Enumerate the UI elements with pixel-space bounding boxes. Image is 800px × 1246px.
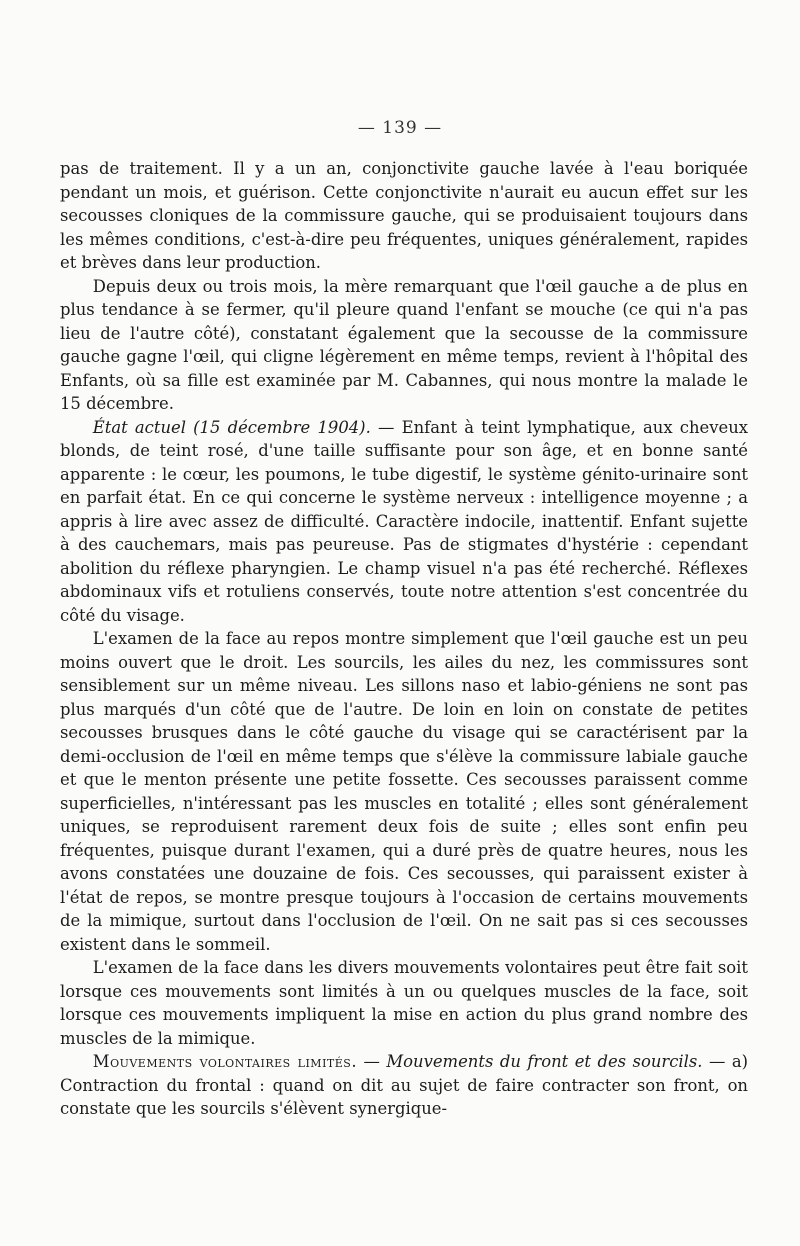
subsection-heading: Mouvements du front et des sourcils. xyxy=(386,1052,703,1071)
paragraph xyxy=(60,275,748,416)
paragraph: Mouvements volontaires limités. — Mouvements du front et des sourcils. — a) Contraction du frontal : quand on dit au sujet de faire contracter son front, on constate que les sourcils s'élèvent synergique- xyxy=(60,1052,749,1118)
section-heading: Mouvements volontaires limités. xyxy=(92,1052,358,1071)
paragraph xyxy=(60,157,748,275)
paragraph xyxy=(60,416,748,628)
paragraph-text: Depuis deux ou trois mois, la mère remarquant que l'œil gauche a de plus en plus tendance à se fermer, qu'il pleure quand l'enfant se mouche (ce qui n'a pas lieu de l'autre côté), constatant également que la secousse de la commissure gauche gagne l'œil, qui cligne légèrement en même temps, revient à l'hôpital des Enfants, où sa fille est examinée par M. Cabannes, qui nous montre la malade le 15 décembre. xyxy=(60,276,748,413)
paragraph xyxy=(60,956,748,1050)
paragraph-text: — Enfant à teint lymphatique, aux cheveux blonds, de teint rosé, d'une taille suffisante pour son âge, et en bonne santé apparente : le cœur, les poumons, le tube digestif, le système génito-urinaire sont en parfait état. En ce qui concerne le système nerveux : intelligence moyenne ; a appris à lire avec assez de difficulté. Caractère indocile, inattentif. Enfant sujette à des cauchemars, mais pas peureuse. Pas de stigmates d'hystérie : cependant abolition du réflexe pharyngien. Le champ visuel n'a pas été recherché. Réflexes abdominaux vifs et rotuliens conservés, toute notre attention s'est concentrée du côté du visage. xyxy=(60,417,749,625)
body-text xyxy=(60,157,748,1121)
paragraph-text: L'examen de la face au repos montre simplement que l'œil gauche est un peu moins ouvert que le droit. Les sourcils, les ailes du nez, les commissures sont sensiblement sur un même niveau. Les sillons naso et labio-géniens ne sont pas plus marqués d'un côté que de l'autre. De loin en loin on constate de petites secousses brusques dans le côté gauche du visage qui se caractérisent par la demi-occlusion de l'œil en même temps que s'élève la commissure labiale gauche et que le menton présente une petite fossette. Ces secousses paraissent comme superficielles, n'intéressant pas les muscles en totalité ; elles sont généralement uniques, se reproduisent rarement deux fois de suite ; elles sont enfin peu fréquentes, puisque durant l'examen, qui a duré près de quatre heures, nous les avons constatées une douzaine de fois. Ces secousses, qui paraissent exister à l'état de repos, se montre presque toujours à l'occasion de certains mouvements de la mimique, surtout dans l'occlusion de l'œil. On ne sait pas si ces secousses existent dans le sommeil. xyxy=(60,629,748,954)
page-number: — 139 — xyxy=(357,118,443,138)
section-lead: État actuel (15 décembre 1904). xyxy=(92,417,371,437)
paragraph xyxy=(60,627,748,956)
paragraph-text: L'examen de la face dans les divers mouvements volontaires peut être fait soit lorsque ces mouvements sont limités à un ou quelques muscles de la face, soit lorsque ces mouvements impliquent la mise en action du plus grand nombre des muscles de la mimique. xyxy=(60,958,748,1048)
paragraph-text: pas de traitement. Il y a un an, conjonctivite gauche lavée à l'eau boriquée pendant un mois, et guérison. Cette conjonctivite n'aurait eu aucun effet sur les secousses cloniques de la commissure gauche, qui se produisaient toujours dans les mêmes conditions, c'est-à-dire peu fréquentes, uniques généralement, rapides et brèves dans leur production. xyxy=(60,159,748,272)
paragraph-text: — a) Contraction du frontal : quand on dit au sujet de faire contracter son front, on constate que les sourcils s'élèvent synergique- xyxy=(60,1052,749,1118)
